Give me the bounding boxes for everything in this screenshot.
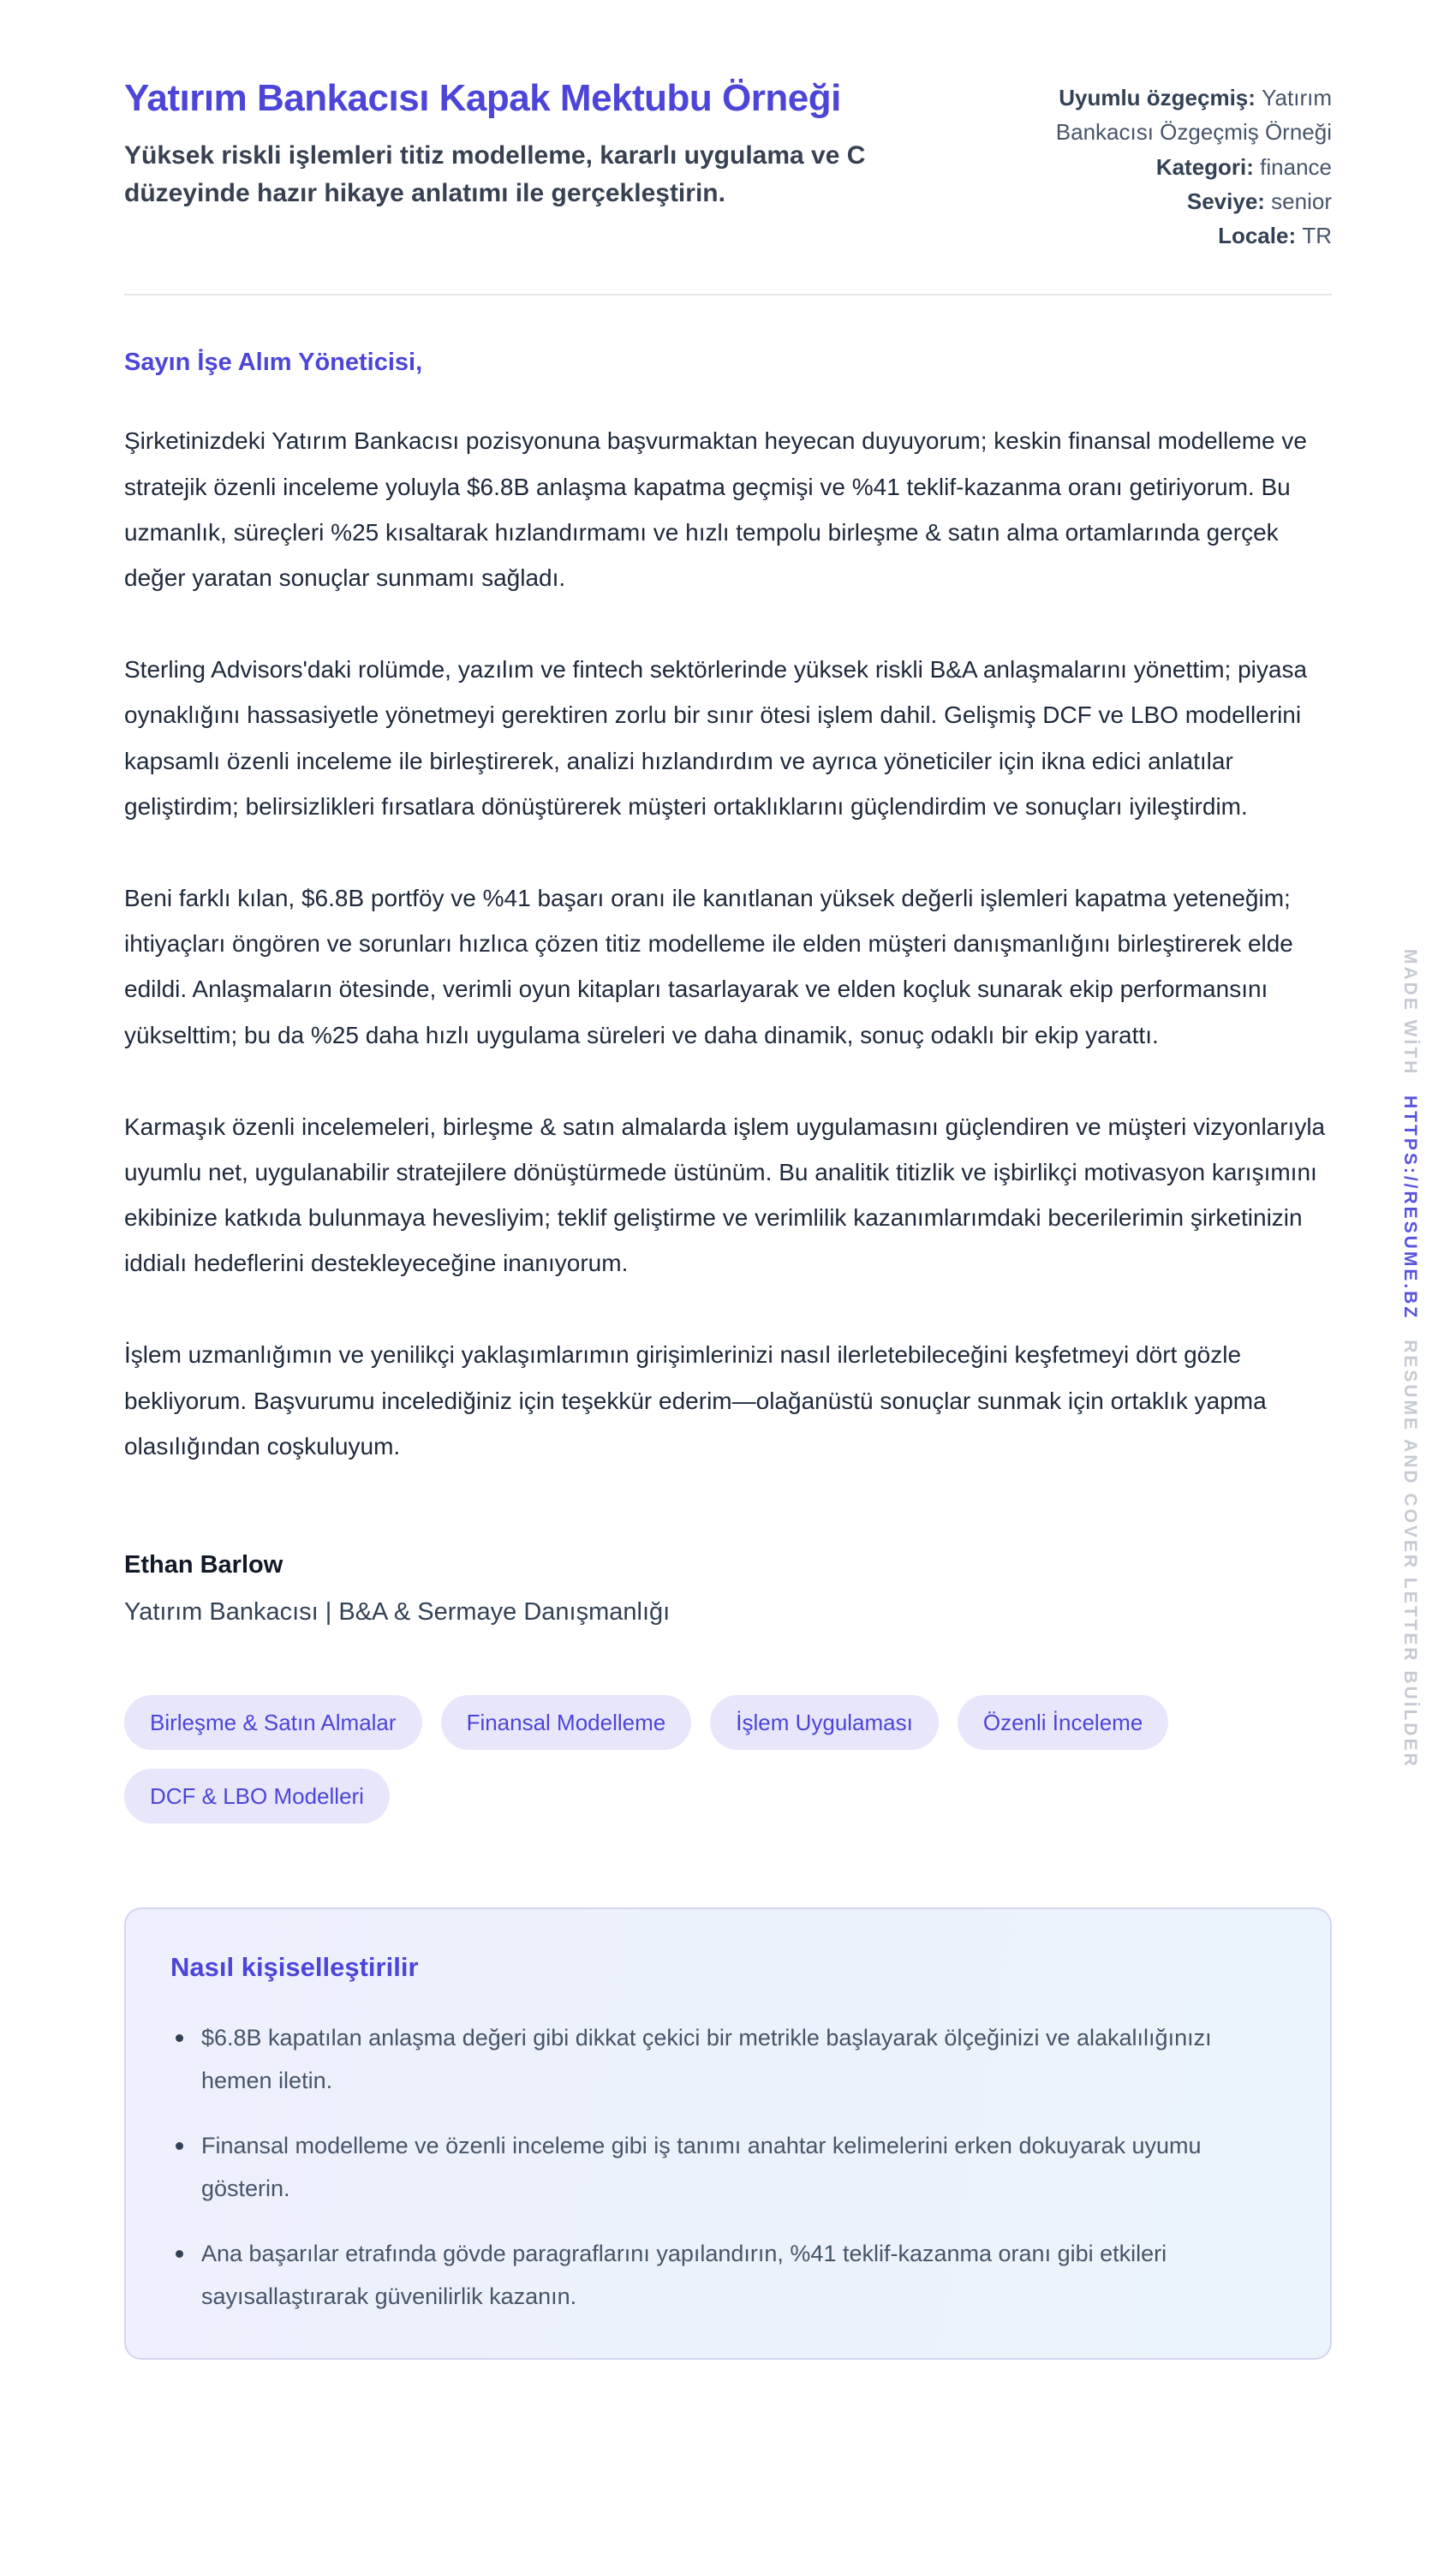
meta-value: Yatırım Bankacısı Özgeçmiş Örneği <box>1055 85 1332 146</box>
letter-paragraph: Karmaşık özenli incelemeleri, birleşme & satın almalarda işlem uygulamasını güçlendiren ve müşteri vizyonlarıyla uyumlu net, uygulanabilir stratejilere dönüştürmede üstünüm. Bu analitik titizlik ve işbirlikçi motivasyon karışımını ekibinize katkıda bulunmaya hevesliyim; teklif geliştirme ve verimlilik kazanımlarımdaki becerilerimin şirketinizin iddialı hedeflerini destekleyeceğine inanıyorum. <box>124 1113 1326 1277</box>
meta-row-locale <box>964 218 1332 253</box>
meta-label: Locale: <box>1218 223 1303 249</box>
letter-paragraph: İşlem uzmanlığımın ve yenilikçi yaklaşımlarımın girişimlerinizi nasıl ilerletebileceğini keşfetmeyi dört gözle bekliyorum. Başvurumu incelediğiniz için teşekkür ederim—olağanüstü sonuçlar sunmak için ortaklık yapma olasılığından coşkuluyum. <box>124 1341 1267 1460</box>
page-header <box>124 75 1332 296</box>
callout-tip: Ana başarılar etrafında gövde paragraflarını yapılandırın, %41 teklif-kazanma oranı gibi etkileri sayısallaştırarak güvenilirlik kazanın. <box>170 2233 1258 2319</box>
resume-bz-link[interactable]: HTTPS://RESUME.BZ <box>1400 1095 1420 1321</box>
header-meta-block <box>964 75 1332 253</box>
skill-tag: Finansal Modelleme <box>441 1695 692 1750</box>
signature-block <box>124 1551 1332 1627</box>
callout-tip: $6.8B kapatılan anlaşma değeri gibi dikkat çekici bir metrikle başlayarak ölçeğinizi ve alakalılığınızı hemen iletin. <box>170 2017 1258 2103</box>
meta-row-matching-resume <box>964 81 1332 150</box>
meta-value: TR <box>1302 223 1332 249</box>
content-container <box>124 0 1332 2360</box>
callout-tip: Finansal modelleme ve özenli inceleme gibi iş tanımı anahtar kelimelerini erken dokuyarak uyumu gösterin. <box>170 2125 1258 2211</box>
meta-row-category <box>964 150 1332 184</box>
meta-label: Kategori: <box>1155 153 1261 180</box>
meta-value: finance <box>1260 153 1332 180</box>
meta-value: senior <box>1271 188 1332 214</box>
callout-tip-list <box>170 2017 1286 2319</box>
letter-paragraph: Sterling Advisors'daki rolümde, yazılım ve fintech sektörlerinde yüksek riskli B&A anlaşmalarını yönettim; piyasa oynaklığını hassasiyetle yönetmeyi gerektiren zorlu bir sınır ötesi işlem dahil. Gelişmiş DCF ve LBO modellerini kapsamlı özenli inceleme ile birleştirerek, analizi hızlandırdım ve ayrıca yöneticiler için ikna edici anlatılar geliştirdim; belirsizlikleri fırsatlara dönüştürerek müşteri ortaklıklarını güçlendirdim ve sonuçları iyileştirdim. <box>124 656 1308 820</box>
side-watermark <box>1399 949 1420 1769</box>
page-subtitle: Yüksek riskli işlemleri titiz modelleme, kararlı uygulama ve C düzeyinde hazır hikaye anlatımı ile gerçekleştirin. <box>124 140 866 208</box>
signature-role: Yatırım Bankacısı | B&A & Sermaye Danışmanlığı <box>124 1598 671 1627</box>
watermark-prefix: MADE WİTH <box>1400 949 1420 1077</box>
callout-title: Nasıl kişiselleştirilir <box>170 1952 419 1983</box>
letter-body <box>124 349 1332 2359</box>
watermark-suffix: RESUME AND COVER LETTER BUİLDER <box>1400 1340 1420 1769</box>
meta-label: Uyumlu özgeçmiş: <box>1059 85 1262 110</box>
signature-name: Ethan Barlow <box>124 1551 283 1579</box>
salutation: Sayın İşe Alım Yöneticisi, <box>124 349 423 377</box>
header-title-block <box>124 75 921 212</box>
skill-tag: DCF & LBO Modelleri <box>124 1769 390 1824</box>
page-title: Yatırım Bankacısı Kapak Mektubu Örneği <box>124 77 841 119</box>
personalization-callout <box>124 1907 1332 2360</box>
skill-tag: Özenli İnceleme <box>958 1695 1168 1750</box>
letter-paragraph: Beni farklı kılan, $6.8B portföy ve %41 başarı oranı ile kanıtlanan yüksek değerli işlemleri kapatma yeteneğim; ihtiyaçları öngören ve sorunları hızlıca çözen titiz modelleme ile elden müşteri danışmanlığını birleştirerek elde edildi. Anlaşmaların ötesinde, verimli oyun kitapları tasarlayarak ve elden koçluk sunarak ekip performansını yükselttim; bu da %25 daha hızlı uygulama süreleri ve daha dinamik, sonuç odaklı bir ekip yarattı. <box>124 884 1293 1048</box>
meta-row-level <box>964 184 1332 218</box>
letter-paragraph: Şirketinizdeki Yatırım Bankacısı pozisyonuna başvurmaktan heyecan duyuyorum; keskin finansal modelleme ve stratejik özenli inceleme yoluyla $6.8B anlaşma kapatma geçmişi ve %41 teklif-kazanma oranı getiriyorum. Bu uzmanlık, süreçleri %25 kısaltarak hızlandırmamı ve hızlı tempolu birleşme & satın alma ortamlarında gerçek değer yaratan sonuçlar sunmamı sağladı. <box>124 427 1307 592</box>
skill-tag: Birleşme & Satın Almalar <box>124 1695 422 1750</box>
skill-tags <box>124 1695 1195 1824</box>
meta-label: Seviye: <box>1186 188 1272 214</box>
skill-tag: İşlem Uygulaması <box>710 1695 939 1750</box>
